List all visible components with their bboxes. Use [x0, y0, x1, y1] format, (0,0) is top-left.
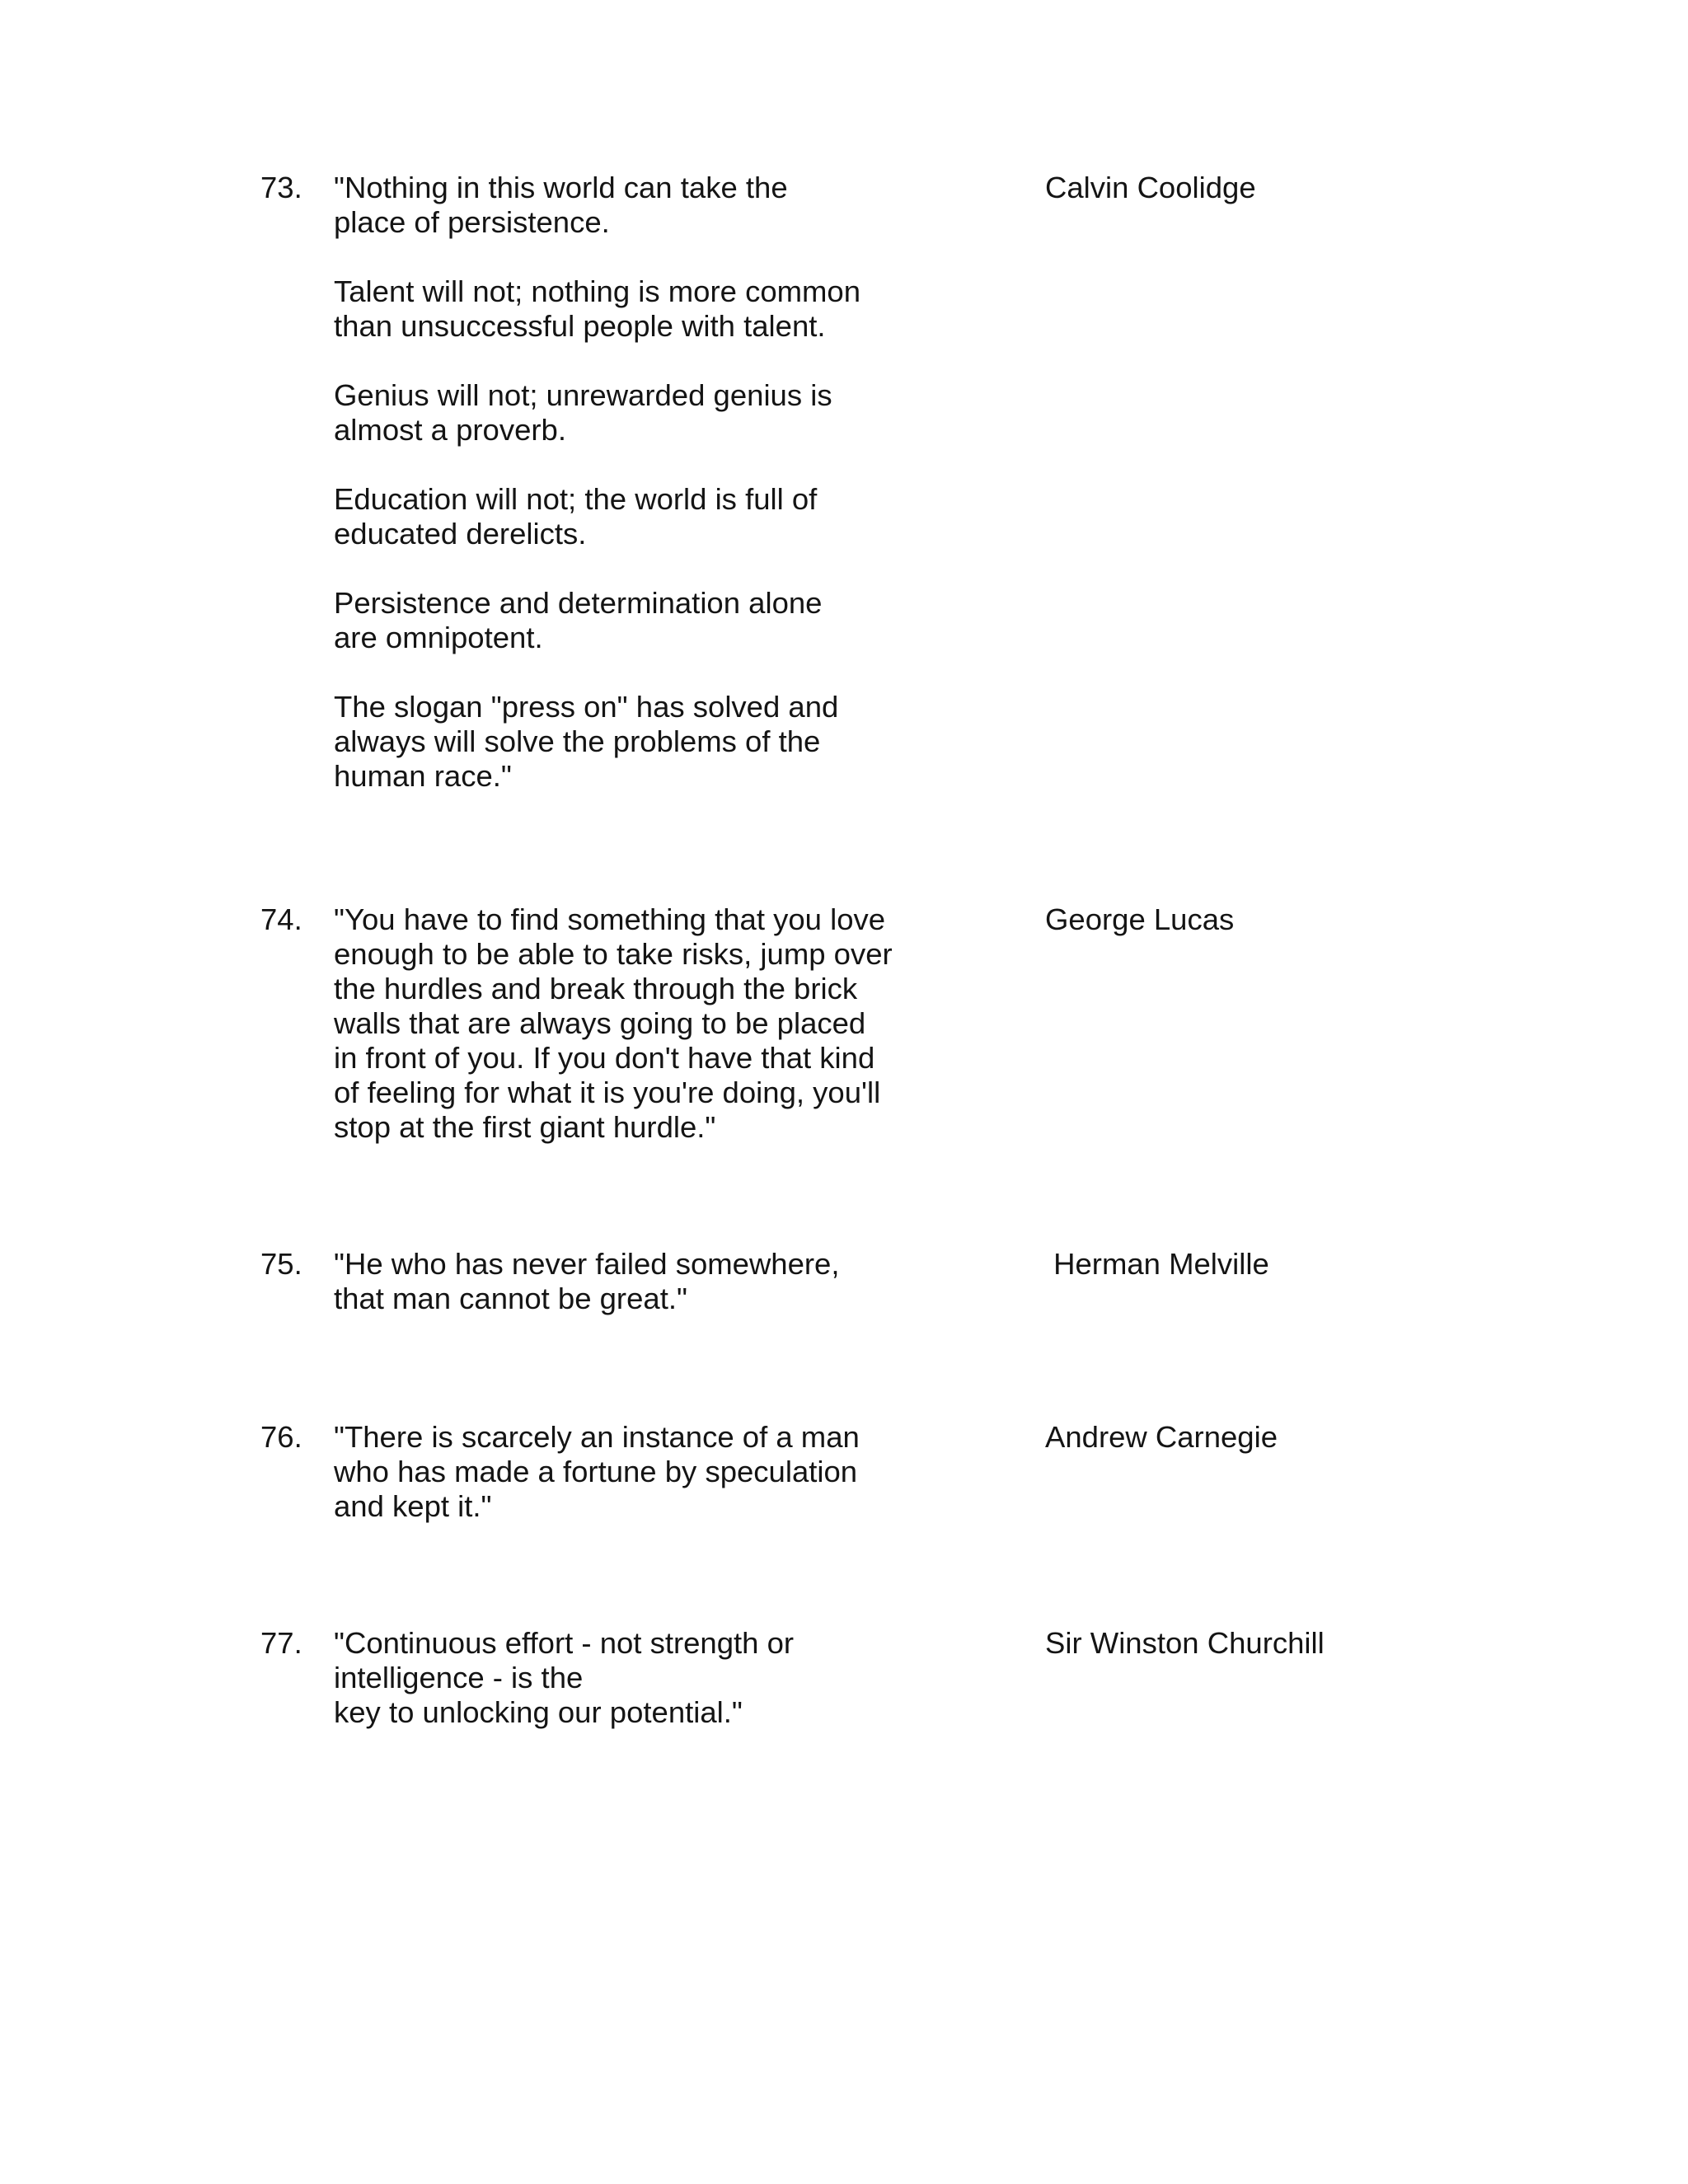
quote-text — [334, 1420, 960, 1524]
quote-number: 77. — [260, 1626, 302, 1660]
quote-author: Sir Winston Churchill — [1045, 1626, 1325, 1660]
quote-line: place of persistence. — [334, 205, 610, 239]
quote-line: key to unlocking our potential." — [334, 1695, 743, 1729]
quote-line: walls that are always going to be placed — [334, 1006, 866, 1040]
quote-author: George Lucas — [1045, 902, 1235, 936]
quote-number: 74. — [260, 902, 302, 936]
quote-line: who has made a fortune by speculation — [334, 1455, 858, 1488]
quote-number: 75. — [260, 1247, 302, 1281]
quote-paragraph — [334, 378, 960, 448]
quote-text — [334, 902, 960, 1145]
quote-line: human race." — [334, 759, 512, 793]
quote-line: "There is scarcely an instance of a man — [334, 1420, 860, 1454]
quote-text — [334, 171, 960, 794]
quote-paragraph — [334, 1420, 960, 1524]
quote-paragraph — [334, 274, 960, 344]
quote-line: than unsuccessful people with talent. — [334, 309, 826, 343]
quote-line: "He who has never failed somewhere, — [334, 1247, 840, 1281]
quote-line: always will solve the problems of the — [334, 724, 821, 758]
quote-line: enough to be able to take risks, jump over — [334, 937, 893, 971]
quote-paragraph — [334, 482, 960, 551]
quote-paragraph — [334, 690, 960, 794]
quote-paragraph — [334, 902, 960, 1145]
quote-paragraph — [334, 1626, 960, 1730]
quote-paragraph — [334, 586, 960, 655]
quote-line: almost a proverb. — [334, 413, 566, 447]
quote-number: 73. — [260, 171, 302, 204]
quote-line: stop at the first giant hurdle." — [334, 1110, 716, 1144]
quote-author: Andrew Carnegie — [1045, 1420, 1278, 1454]
quote-line: Education will not; the world is full of — [334, 482, 818, 516]
quote-text — [334, 1626, 960, 1730]
quote-line: Talent will not; nothing is more common — [334, 274, 861, 308]
quote-line: "Nothing in this world can take the — [334, 171, 788, 204]
quote-line: "Continuous effort - not strength or — [334, 1626, 795, 1660]
quote-line: Genius will not; unrewarded genius is — [334, 378, 832, 412]
quote-line: and kept it." — [334, 1489, 492, 1523]
quote-line: the hurdles and break through the brick — [334, 972, 858, 1005]
quote-line: intelligence - is the — [334, 1661, 584, 1694]
quote-line: of feeling for what it is you're doing, you'll — [334, 1076, 881, 1109]
quote-text — [334, 1247, 960, 1316]
quote-line: The slogan "press on" has solved and — [334, 690, 839, 724]
quote-author: Calvin Coolidge — [1045, 171, 1256, 204]
quote-line: that man cannot be great." — [334, 1282, 687, 1315]
quote-paragraph — [334, 1247, 960, 1316]
quote-line: Persistence and determination alone — [334, 586, 823, 620]
quote-paragraph — [334, 171, 960, 240]
quote-line: "You have to find something that you love — [334, 902, 886, 936]
quote-line: are omnipotent. — [334, 621, 543, 654]
quote-author: Herman Melville — [1045, 1247, 1269, 1281]
quote-line: educated derelicts. — [334, 517, 587, 551]
quote-line: in front of you. If you don't have that kind — [334, 1041, 875, 1075]
quote-number: 76. — [260, 1420, 302, 1454]
